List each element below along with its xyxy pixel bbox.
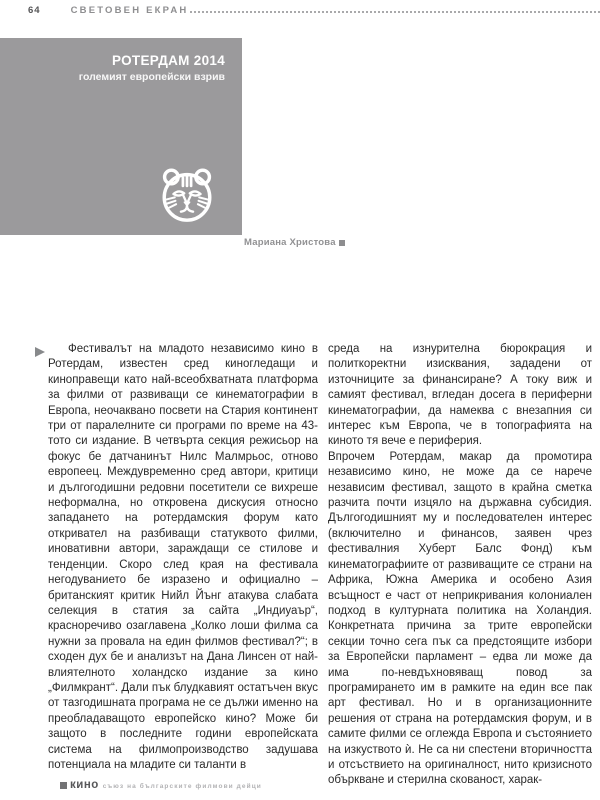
paragraph-start-triangle-icon — [35, 347, 45, 357]
article-paragraph: Впрочем Ротердам, макар да промотира независимо кино, не може да се нарече независим фестивал, защото в крайна сметка разчита почти изцяло на държавна субсидия. Дългогодишният му и последователен интерес (включително и финансов, заявен чрез фестивалния Хуберт Балс Фонд) към кинематографиите от развиващите се страни на Африка, Южна Америка и особено Азия всъщност е част от неприкривания колониален подход в културната политика на Холандия. Конкретната причина за трите европейски секции точно сега пък са предстоящите избори за Европейски парламент – едва ли може да има по-невдъхновяващ повод за програмирането им в рамките на един все пак арт фестивал. Но и в организационните решения от страна на ротердамския форум, и в самите филми се оглежда Европа и състоянието на изкуството ѝ. Не са ни спестени вторичността и отсъствието на оригиналност, нито кризисното объркване и стерилна скованост, харак- — [328, 450, 592, 787]
iffr-tiger-icon — [153, 160, 221, 228]
author-name: Мариана Христова — [244, 237, 336, 248]
section-title: СВЕТОВЕН ЕКРАН — [70, 5, 189, 16]
article-column-right — [328, 342, 592, 789]
page-number: 64 — [28, 5, 41, 16]
article-column-left — [48, 342, 318, 773]
article-title: РОТЕРДАМ 2014 — [111, 53, 225, 68]
author-end-marker-icon — [339, 240, 345, 246]
author-byline — [244, 237, 345, 248]
page-footer — [60, 779, 262, 791]
article-subtitle: големият европейски взрив — [78, 71, 225, 83]
article-titles — [0, 38, 242, 83]
dotted-leader-line — [190, 3, 600, 13]
article-title-box — [0, 38, 242, 235]
page-header — [28, 3, 600, 16]
magazine-name: кино — [70, 779, 99, 791]
footer-square-icon — [60, 782, 67, 789]
magazine-organization: съюз на българските филмови дейци — [102, 783, 262, 790]
article-paragraph: среда на изнурителна бюрокрация и политкоректни изисквания, зададени от източниците за финансиране? А току виж и самият фестивал, вгледан досега в периферни кинематографии, да намеква с внезапния си интерес към Европа, че в топографията на киното тя вече е периферия. — [328, 343, 592, 448]
article-paragraph: Фестивалът на младото независимо кино в Ротердам, известен сред киногледащи и киноправещи като най-всеобхватната платформа за филми от развиващи се кинематографии в Европа, неочаквано посвети на Стария континент три от паралелните си програми по време на 43-тото си издание. В четвърта секция режисьор на фокус бе датчанинът Нилс Малмрьос, отново европеец. Междувременно сред автори, критици и дългогодишни редовни посетители се вихреше неформална, но откровена дискусия относно западането на ротердамския форум като откривател на разбиващи статуквото филми, иновативни автори, зараждащи се стилове и тенденции. Скоро след края на фестивала негодуванието бе изразено и официално – британският критик Нийл Йънг атакува слабата селекция в статия за сайта „Индиуаър“, красноречиво озаглавена „Колко лоши филма са нужни за провала на един филмов фестивал?“; в сходен дух бе и анализът на Дана Линсен от най-влиятелното холандско издание за кино „Филмкрант“. Дали пък блудкавият остатъчен вкус от тазгодишната програма не се дължи именно на преобладаващото европейско кино? Може би защото в последните години европейската система на филмопроизводство задушава потенциала на младите си таланти в — [48, 343, 318, 771]
